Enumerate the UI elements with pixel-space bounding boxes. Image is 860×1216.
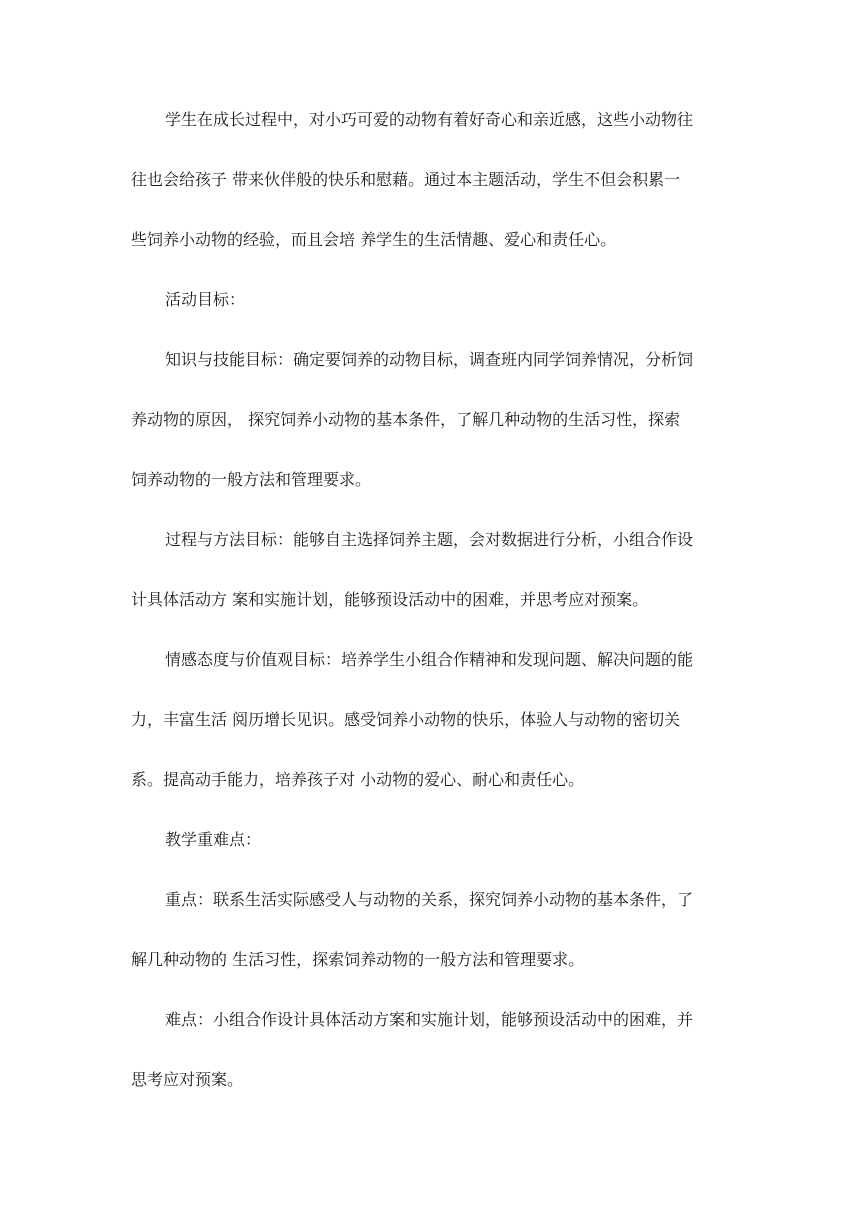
- paragraph-intro: [131, 102, 731, 282]
- paragraph-difficulties: [131, 1002, 731, 1122]
- text-line: 难点：小组合作设计具体活动方案和实施计划，能够预设活动中的困难，并: [165, 1010, 694, 1029]
- paragraph-emotion-values: [131, 642, 731, 822]
- heading-key-difficulties: [131, 822, 731, 882]
- text-line: 学生在成长过程中，对小巧可爱的动物有着好奇心和亲近感，这些小动物往: [165, 110, 694, 129]
- paragraph-key-points: [131, 882, 731, 1002]
- text-line: 往也会给孩子 带来伙伴般的快乐和慰藉。通过本主题活动，学生不但会积累一: [131, 170, 681, 189]
- text-line: 情感态度与价值观目标：培养学生小组合作精神和发现问题、解决问题的能: [165, 650, 694, 669]
- text-line: 力，丰富生活 阅历增长见识。感受饲养小动物的快乐，体验人与动物的密切关: [131, 710, 681, 729]
- text-line: 些饲养小动物的经验，而且会培 养学生的生活情趣、爱心和责任心。: [131, 230, 617, 249]
- text-line: 过程与方法目标：能够自主选择饲养主题，会对数据进行分析，小组合作设: [165, 530, 694, 549]
- text-line: 饲养动物的一般方法和管理要求。: [131, 470, 372, 489]
- paragraph-knowledge-skills: [131, 342, 731, 522]
- text-line: 解几种动物的 生活习性，探索饲养动物的一般方法和管理要求。: [131, 950, 585, 969]
- text-line: 教学重难点：: [165, 830, 262, 849]
- text-line: 活动目标：: [165, 290, 246, 309]
- text-line: 知识与技能目标：确定要饲养的动物目标，调查班内同学饲养情况，分析饲: [165, 350, 694, 369]
- text-line: 重点：联系生活实际感受人与动物的关系，探究饲养小动物的基本条件，了: [165, 890, 694, 909]
- paragraph-process-methods: [131, 522, 731, 642]
- text-line: 系。提高动手能力，培养孩子对 小动物的爱心、耐心和责任心。: [131, 770, 585, 789]
- heading-activity-goals: [131, 282, 731, 342]
- text-line: 计具体活动方 案和实施计划，能够预设活动中的困难，并思考应对预案。: [131, 590, 649, 609]
- text-line: 养动物的原因， 探究饲养小动物的基本条件，了解几种动物的生活习性，探索: [131, 410, 681, 429]
- text-line: 思考应对预案。: [131, 1070, 244, 1089]
- document-page: [131, 102, 731, 1122]
